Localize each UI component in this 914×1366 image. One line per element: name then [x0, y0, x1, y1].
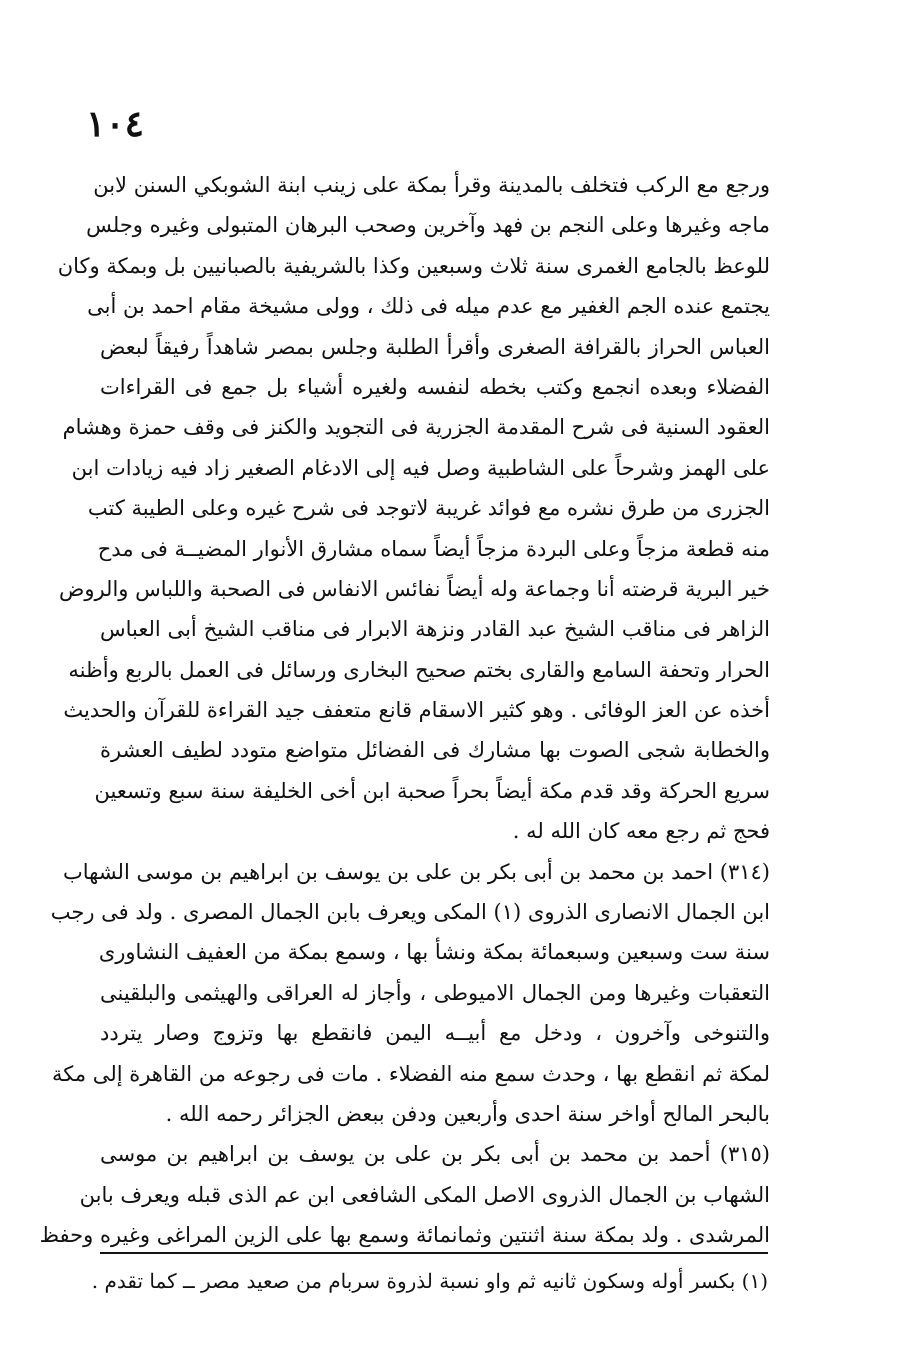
- text-line: بالبحر المالح أواخر سنة احدى وأربعين ودفن ببعض الجزائر رحمه الله .: [165, 1101, 770, 1126]
- text-line: المرشدى . ولد بمكة سنة اثنتين وثمانمائة وسمع بها على الزين المراغى وغيره وحفظ: [39, 1223, 770, 1248]
- entry-314-heading-line: (٣١٤) احمد بن محمد بن أبى بكر بن على بن يوسف بن ابراهيم بن موسى الشهاب: [62, 859, 770, 884]
- page-number: ١٠٤: [86, 103, 145, 145]
- text-line: ابن الجمال الانصارى الذروى (١) المكى ويعرف بابن الجمال المصرى . ولد فى رجب: [50, 900, 770, 925]
- text-line: التعقبات وغيرها ومن الجمال الاميوطى ، وأجاز له العراقى والهيثمى والبلقينى: [100, 980, 770, 1005]
- text-line: الشهاب بن الجمال الذروى الاصل المكى الشافعى ابن عم الذى قبله ويعرف بابن: [79, 1182, 770, 1207]
- text-line: سريع الحركة وقد قدم مكة أيضاً بحراً صحبة ابن أخى الخليفة سنة سبع وتسعين: [94, 778, 770, 803]
- text-line: للوعظ بالجامع الغمرى سنة ثلاث وسبعين وكذا بالشريفية بالصبانيين بل وبمكة وكان: [57, 253, 770, 278]
- body-text: [39, 165, 770, 1256]
- text-line: فحج ثم رجع معه كان الله له .: [512, 819, 770, 844]
- text-line: الحرار وتحفة السامع والقارى بختم صحيح البخارى ورسائل فى العمل بالربع وأظنه: [68, 657, 770, 682]
- text-line: الجزرى من طرق نشره مع فوائد غريبة لاتوجد فى شرح غيره وعلى الطيبة كتب: [87, 496, 770, 521]
- text-line: العقود السنية فى شرح المقدمة الجزرية فى التجويد والكنز فى وقف حمزة وهشام: [62, 415, 770, 440]
- text-line: ورجع مع الركب فتخلف بالمدينة وقرأ بمكة على زينب ابنة الشوبكي السنن لابن: [93, 173, 770, 197]
- text-line: أخذه عن العز الوفائى . وهو كثير الاسقام قانع متعفف جيد القراءة للقرآن والحديث: [63, 698, 770, 723]
- text-line: الفضلاء وبعده انجمع وكتب بخطه لنفسه ولغيره أشياء بل جمع فى القراءات: [100, 374, 770, 399]
- text-line: خير البرية قرضته أنا وجماعة وله أيضاً نفائس الانفاس فى الصحبة واللباس والروض: [58, 576, 770, 601]
- entry-315-heading-line: (٣١٥) أحمد بن محمد بن أبى بكر بن على بن يوسف بن ابراهيم بن موسى: [100, 1142, 770, 1167]
- footnote-divider: [100, 1252, 768, 1254]
- text-line: العباس الحراز بالقرافة الصغرى وأقرأ الطلبة وجلس بمصر شاهداً رفيقاً لبعض: [100, 334, 770, 359]
- footnote: (١) بكسر أوله وسكون ثانيه ثم واو نسبة لذروة سربام من صعيد مصر ــ كما تقدم .: [91, 1269, 768, 1293]
- text-line: والتنوخى وآخرون ، ودخل مع أبيــه اليمن فانقطع بها وتزوج وصار يتردد: [100, 1021, 770, 1046]
- text-line: ماجه وغيرها وعلى النجم بن فهد وآخرين وصحب البرهان المتبولى وغيره وجلس: [86, 213, 770, 238]
- text-line: يجتمع عنده الجم الغفير مع عدم ميله فى ذلك ، وولى مشيخة مقام احمد بن أبى: [87, 294, 770, 319]
- text-line: الزاهر فى مناقب الشيخ عبد القادر ونزهة الابرار فى مناقب الشيخ أبى العباس: [100, 617, 770, 642]
- text-line: سنة ست وسبعين وسبعمائة بمكة ونشأ بها ، وسمع بمكة من العفيف النشاورى: [98, 940, 770, 965]
- text-line: على الهمز وشرحاً على الشاطبية وصل فيه إلى الادغام الصغير زاد فيه زيادات ابن: [71, 455, 770, 480]
- text-line: منه قطعة مزجاً وعلى البردة مزجاً أيضاً سماه مشارق الأنوار المضيــة فى مدح: [97, 536, 770, 561]
- text-line: لمكة ثم انقطع بها ، وحدث سمع منه الفضلاء . مات فى رجوعه من القاهرة إلى مكة: [52, 1061, 770, 1086]
- text-line: والخطابة شجى الصوت بها مشارك فى الفضائل متواضع متودد لطيف العشرة: [100, 738, 770, 763]
